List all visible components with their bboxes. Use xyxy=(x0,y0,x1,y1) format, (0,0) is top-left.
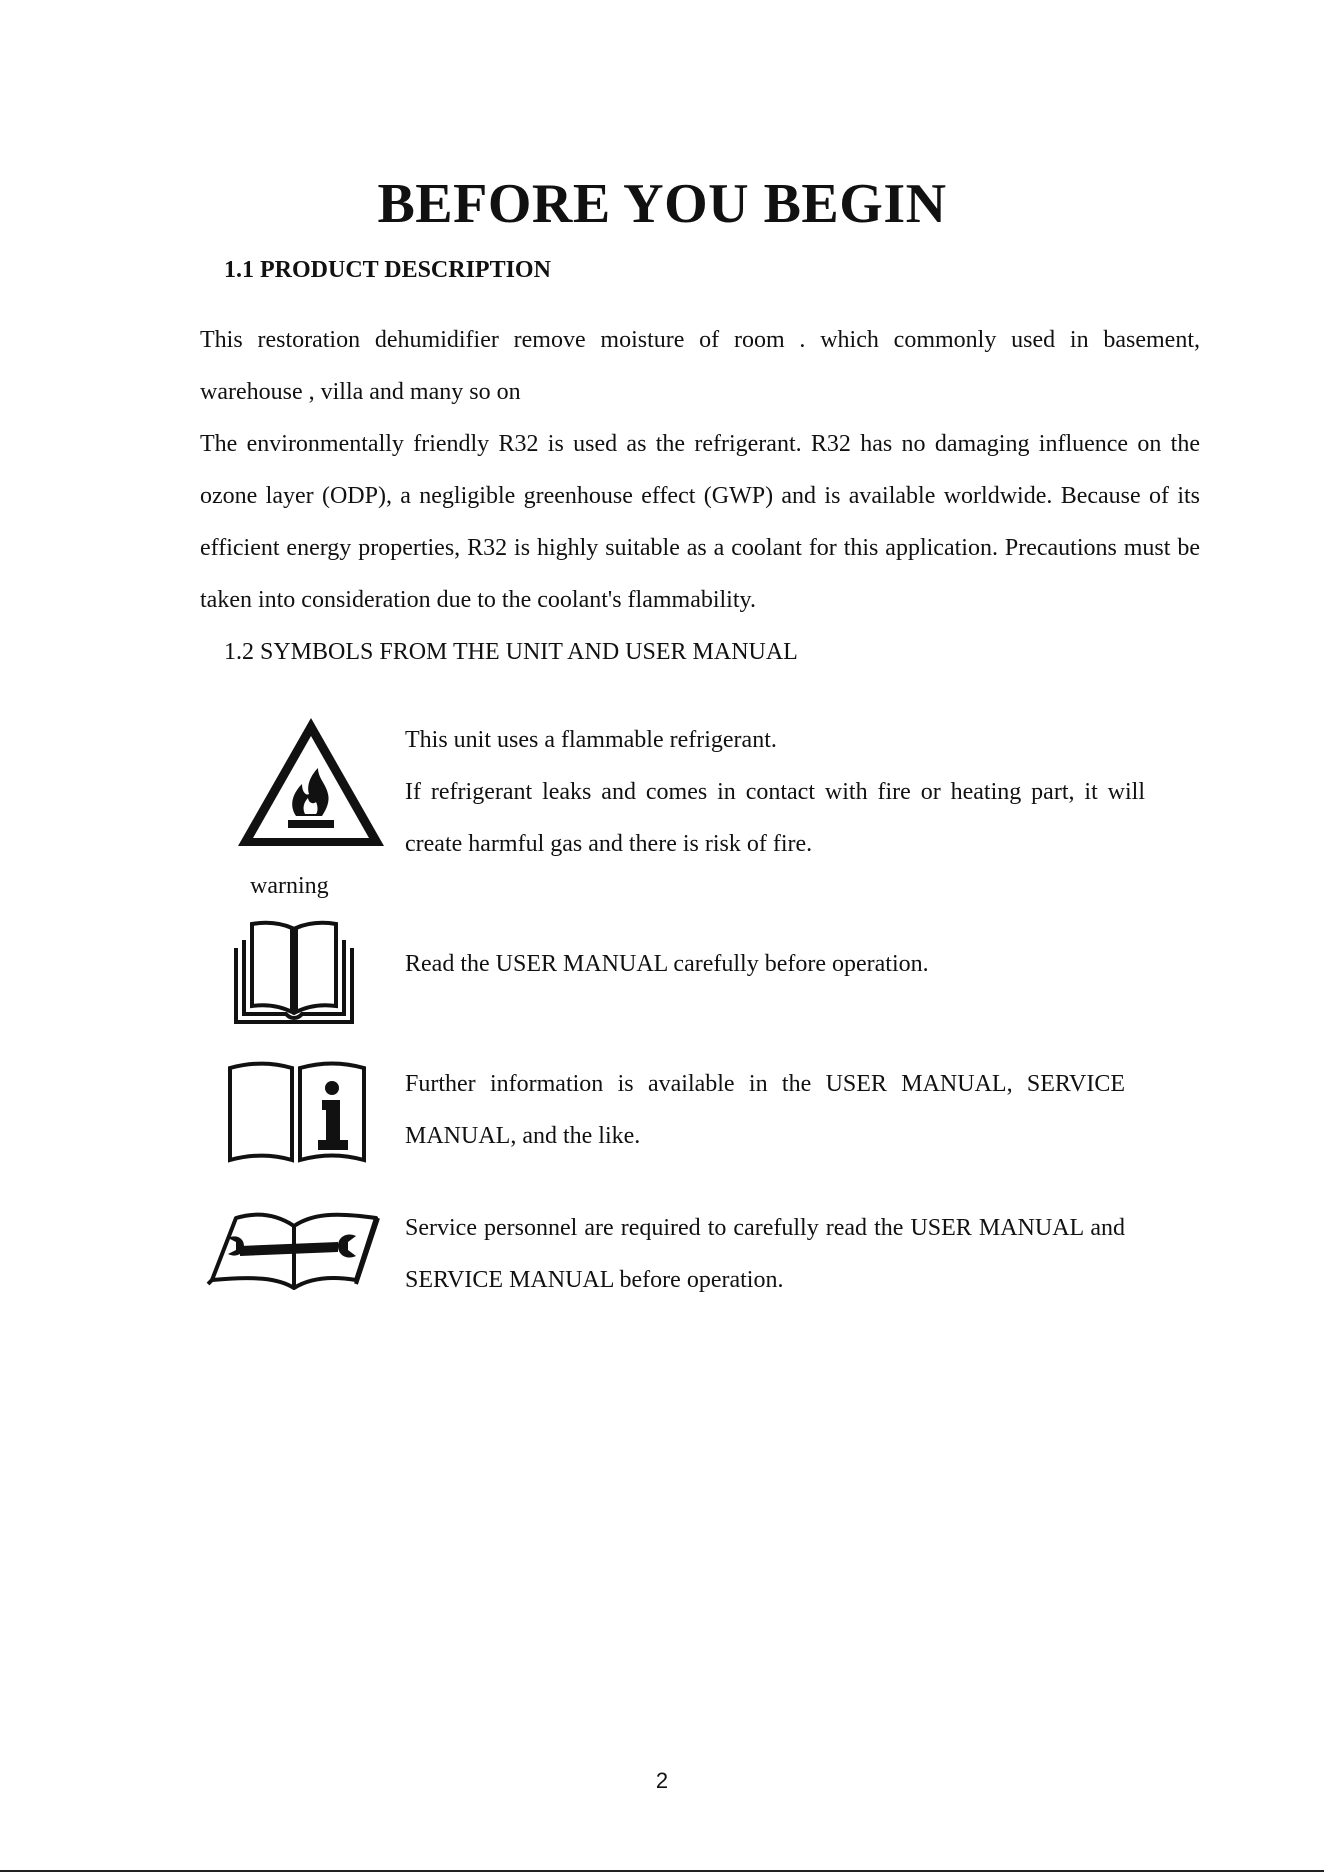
page-number: 2 xyxy=(655,1768,669,1793)
read-manual-text: Read the USER MANUAL carefully before operation. xyxy=(405,951,929,977)
service-manual-text: Service personnel are required to carefully read the USER MANUAL and SERVICE MANUAL before operation. xyxy=(405,1215,1125,1293)
manual-information-icon xyxy=(224,1056,370,1164)
flammable-text-line-2: If refrigerant leaks and comes in contact with fire or heating part, it will create harmful gas and there is risk of fire. xyxy=(405,779,1145,857)
read-manual-icon xyxy=(232,918,356,1024)
section-heading-product-description: 1.1 PRODUCT DESCRIPTION xyxy=(224,257,551,283)
warning-caption: warning xyxy=(250,873,329,899)
section-heading-symbols: 1.2 SYMBOLS FROM THE UNIT AND USER MANUAL xyxy=(224,639,798,665)
product-description-paragraph-1: This restoration dehumidifier remove moisture of room . which commonly used in basement, warehouse , villa and many so on xyxy=(200,327,1200,405)
service-manual-wrench-icon xyxy=(206,1208,382,1292)
page-title: BEFORE YOU BEGIN xyxy=(377,173,947,235)
flammable-text-line-1: This unit uses a flammable refrigerant. xyxy=(405,727,777,753)
flammable-warning-icon xyxy=(234,712,388,852)
information-text: Further information is available in the USER MANUAL, SERVICE MANUAL, and the like. xyxy=(405,1071,1125,1149)
product-description-paragraph-2: The environmentally friendly R32 is used as the refrigerant. R32 has no damaging influence on the ozone layer (ODP), a negligible greenhouse effect (GWP) and is available worldwide. Because of its efficient energy properties, R32 is highly suitable as a coolant for this application. Precautions must be taken into consideration due to the coolant's flammability. xyxy=(200,431,1200,613)
